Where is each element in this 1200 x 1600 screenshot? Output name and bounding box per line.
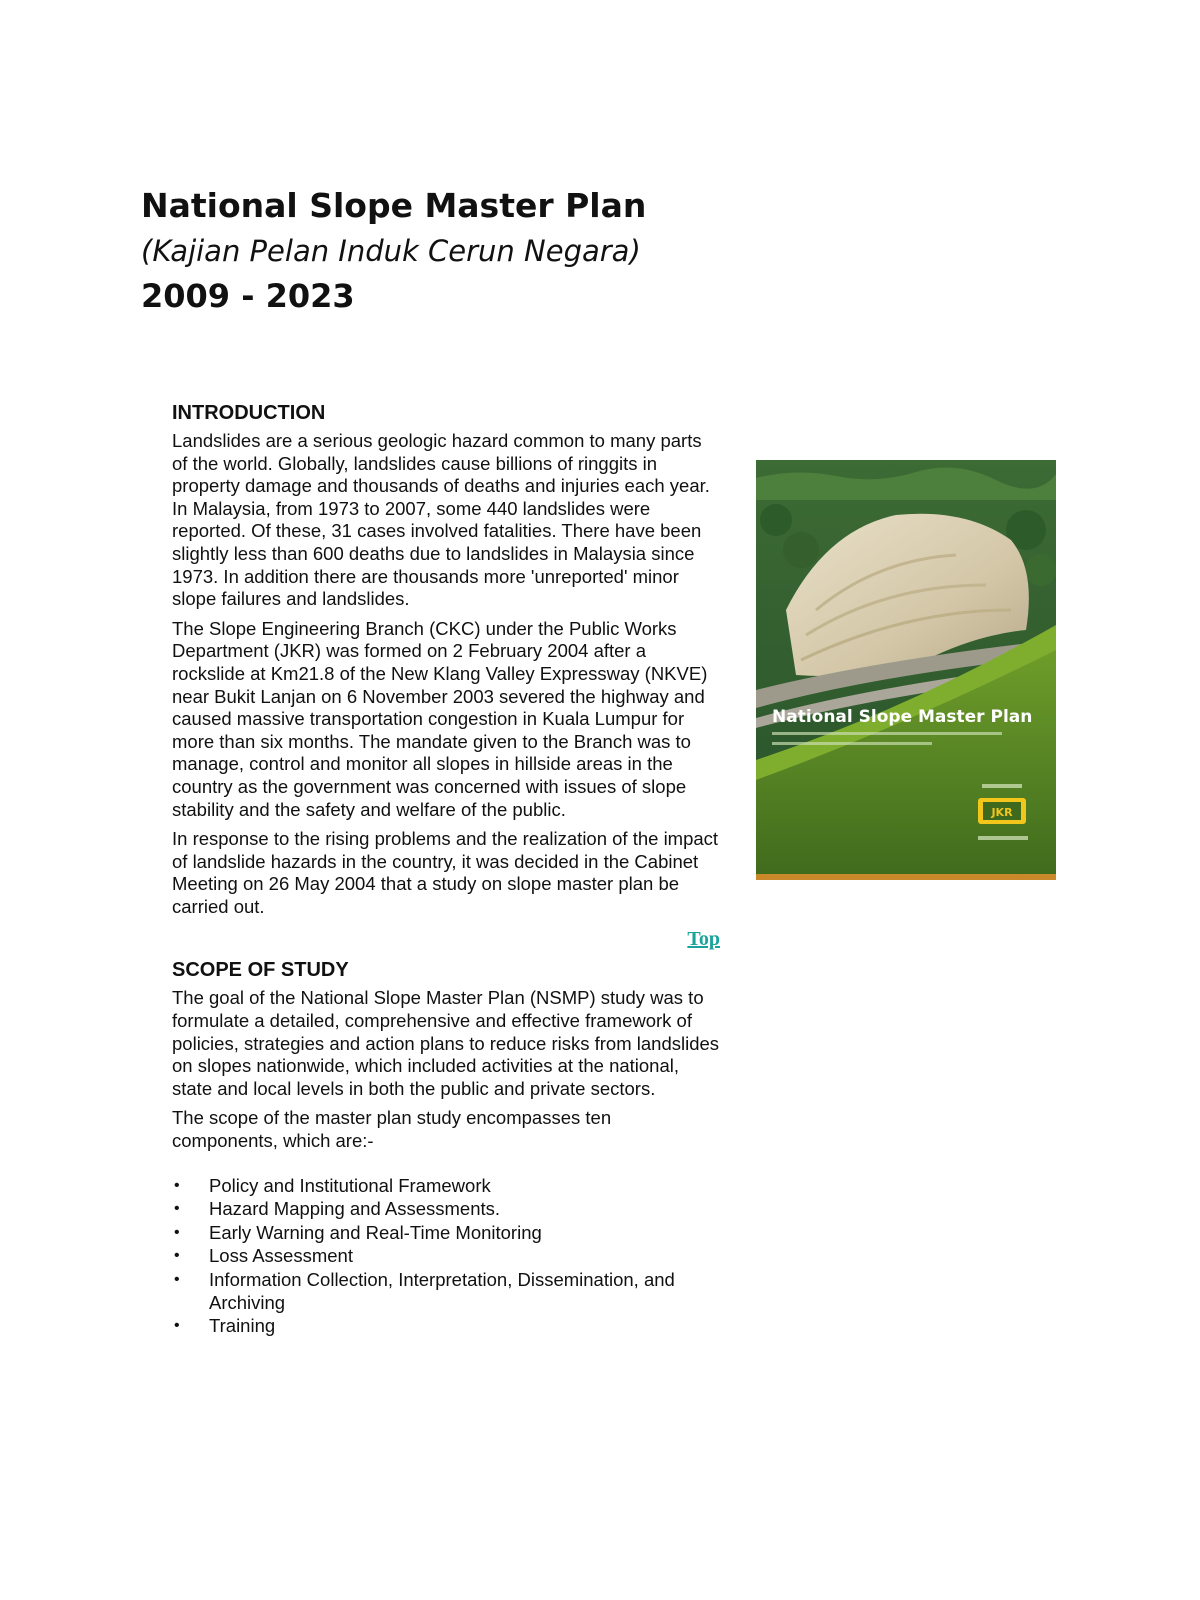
list-item-text: Information Collection, Interpretation, Dissemination, and Archiving bbox=[209, 1269, 675, 1313]
top-link-row bbox=[172, 928, 720, 951]
report-cover-image bbox=[756, 460, 1056, 880]
cover-subtitle-line bbox=[772, 742, 932, 745]
list-item bbox=[172, 1175, 720, 1198]
list-item-text: Hazard Mapping and Assessments. bbox=[209, 1198, 501, 1220]
tree-cluster bbox=[1025, 554, 1056, 586]
bullet-icon: • bbox=[174, 1176, 180, 1194]
bullet-icon: • bbox=[174, 1271, 180, 1288]
list-item bbox=[172, 1198, 720, 1221]
tree-cluster bbox=[760, 504, 792, 536]
list-item bbox=[172, 1315, 720, 1338]
top-link[interactable]: Top bbox=[687, 928, 720, 951]
scope-section bbox=[172, 957, 720, 1337]
list-item bbox=[172, 1245, 720, 1268]
jkr-logo-text: JKR bbox=[991, 806, 1013, 819]
bullet-icon: • bbox=[174, 1247, 180, 1265]
page-subtitle: (Kajian Pelan Induk Cerun Negara) bbox=[141, 234, 641, 268]
introduction-section bbox=[172, 400, 720, 951]
list-item bbox=[172, 1269, 720, 1314]
list-item-text: Early Warning and Real-Time Monitoring bbox=[209, 1221, 542, 1243]
cover-bottom-edge bbox=[756, 874, 1056, 880]
bullet-icon: • bbox=[174, 1223, 180, 1241]
bullet-icon: • bbox=[174, 1317, 180, 1335]
intro-paragraph: Landslides are a serious geologic hazard common to many parts of the world. Globally, landslides cause billions of ringgits in property damage and thousands of deaths and injuries each year. In Malaysia, from 1973 to 2007, some 440 landslides were reported. Of these, 31 cases involved fatalities. There have been slightly less than 600 deaths due to landslides in Malaysia since 1973. In addition there are thousands more 'unreported' minor slope failures and landslides. bbox=[172, 430, 710, 610]
list-item bbox=[172, 1222, 720, 1245]
main-content bbox=[172, 400, 720, 1339]
bullet-icon: • bbox=[174, 1200, 180, 1218]
cover-date-line bbox=[978, 836, 1028, 840]
components-list bbox=[172, 1175, 720, 1338]
list-item-text: Training bbox=[209, 1315, 276, 1337]
page-title: National Slope Master Plan bbox=[141, 186, 647, 225]
scope-paragraph: The goal of the National Slope Master Plan (NSMP) study was to formulate a detailed, comprehensive and effective framework of policies, strategies and action plans to reduce risks from landslides on slopes nationwide, which included activities at the national, state and local levels in both the public and private sectors. bbox=[172, 987, 720, 1099]
list-item-text: Loss Assessment bbox=[209, 1245, 353, 1267]
cover-subtitle-line bbox=[772, 732, 1002, 735]
cover-prepared-by-line bbox=[982, 784, 1022, 788]
intro-paragraph: In response to the rising problems and the realization of the impact of landslide hazards in the country, it was decided in the Cabinet Meeting on 26 May 2004 that a study on slope master plan be carried out. bbox=[172, 828, 719, 917]
cover-title: National Slope Master Plan bbox=[772, 707, 1033, 727]
tree-cluster bbox=[783, 532, 819, 568]
intro-paragraph: The Slope Engineering Branch (CKC) under the Public Works Department (JKR) was formed on 2 February 2004 after a rockslide at Km21.8 of the New Klang Valley Expressway (NKVE) near Bukit Lanjan on 6 November 2003 severed the highway and caused massive transportation congestion in Kuala Lumpur for more than six months. The mandate given to the Branch was to manage, control and monitor all slopes in hillside areas in the country as the government was concerned with issues of slope stability and the safety and welfare of the public. bbox=[172, 617, 708, 820]
list-item-text: Policy and Institutional Framework bbox=[209, 1174, 491, 1196]
scope-paragraph: The scope of the master plan study encompasses ten components, which are:- bbox=[172, 1107, 612, 1152]
document-header bbox=[141, 184, 841, 318]
introduction-heading: INTRODUCTION bbox=[172, 402, 326, 424]
page-years: 2009 - 2023 bbox=[141, 277, 355, 315]
cover-illustration bbox=[756, 460, 1056, 880]
scope-heading: SCOPE OF STUDY bbox=[172, 959, 349, 982]
